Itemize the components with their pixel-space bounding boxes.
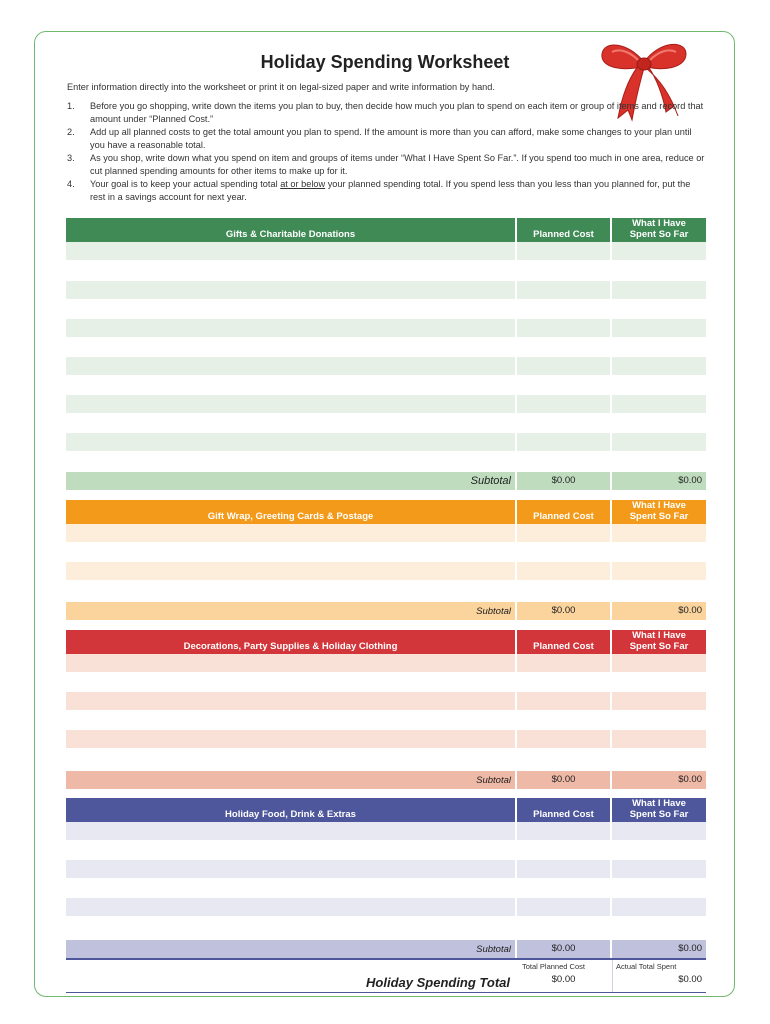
spent-so-far-input[interactable] — [612, 376, 706, 394]
instruction-step: 3. As you shop, write down what you spend on item and groups of items under “What I Have Spent So Far.”. If you spend too much in one area, reduce or cut planned spending amounts for other items to make up for it. — [67, 153, 705, 176]
planned-cost-input[interactable] — [517, 711, 610, 729]
item-input[interactable] — [66, 562, 515, 580]
section-4-header — [66, 798, 706, 822]
subtotal-label: Subtotal — [470, 475, 511, 487]
instruction-step: 2. Add up all planned costs to get the total amount you plan to spend. If the amount is more than you can afford, make some changes to your plan until you have a reasonable total. — [67, 127, 692, 150]
planned-cost-input[interactable] — [517, 414, 610, 432]
planned-cost-input[interactable] — [517, 860, 610, 878]
item-input[interactable] — [66, 357, 515, 375]
spent-so-far-input[interactable] — [612, 524, 706, 542]
table-row — [66, 562, 706, 580]
spending-total-row — [66, 960, 706, 992]
spent-so-far-input[interactable] — [612, 300, 706, 318]
spent-so-far-input[interactable] — [612, 338, 706, 356]
planned-cost-header: Planned Cost — [533, 229, 594, 240]
item-input[interactable] — [66, 898, 515, 916]
spent-so-far-input[interactable] — [612, 841, 706, 859]
spent-so-far-input[interactable] — [612, 357, 706, 375]
table-row — [66, 319, 706, 337]
planned-cost-input[interactable] — [517, 433, 610, 451]
subtotal-spent-value: $0.00 — [678, 475, 702, 486]
spent-so-far-input[interactable] — [612, 822, 706, 840]
item-input[interactable] — [66, 749, 515, 767]
subtotal-label: Subtotal — [476, 606, 511, 617]
item-input[interactable] — [66, 376, 515, 394]
spent-so-far-input[interactable] — [612, 581, 706, 599]
total-planned-value: $0.00 — [551, 974, 576, 985]
instruction-list — [67, 100, 707, 204]
item-input[interactable] — [66, 879, 515, 897]
planned-cost-input[interactable] — [517, 822, 610, 840]
item-input[interactable] — [66, 543, 515, 561]
section-1-subtotal-row — [66, 472, 706, 490]
table-row — [66, 543, 706, 561]
planned-cost-input[interactable] — [517, 395, 610, 413]
planned-cost-input[interactable] — [517, 357, 610, 375]
planned-cost-input[interactable] — [517, 898, 610, 916]
instruction-step: 1. Before you go shopping, write down the items you plan to buy, then decide how much you plan to spend on each item or group of items and record that amount under “Planned Cost.” — [67, 101, 704, 124]
item-input[interactable] — [66, 262, 515, 280]
table-row — [66, 395, 706, 413]
planned-cost-header: Planned Cost — [533, 809, 594, 820]
table-row — [66, 281, 706, 299]
spent-so-far-header: What I Have Spent So Far — [629, 798, 689, 820]
item-input[interactable] — [66, 281, 515, 299]
total-spent-value: $0.00 — [678, 974, 702, 985]
total-planned-caption: Total Planned Cost — [522, 962, 585, 971]
item-input[interactable] — [66, 319, 515, 337]
item-input[interactable] — [66, 860, 515, 878]
planned-cost-input[interactable] — [517, 879, 610, 897]
table-row — [66, 711, 706, 729]
table-row — [66, 433, 706, 451]
spent-so-far-input[interactable] — [612, 879, 706, 897]
table-row — [66, 357, 706, 375]
planned-cost-input[interactable] — [517, 543, 610, 561]
spent-so-far-input[interactable] — [612, 433, 706, 451]
spent-so-far-input[interactable] — [612, 281, 706, 299]
item-input[interactable] — [66, 654, 515, 672]
item-input[interactable] — [66, 524, 515, 542]
table-row — [66, 242, 706, 260]
planned-cost-input[interactable] — [517, 376, 610, 394]
planned-cost-input[interactable] — [517, 262, 610, 280]
spent-so-far-input[interactable] — [612, 414, 706, 432]
subtotal-spent-value: $0.00 — [678, 774, 702, 785]
section-4-subtotal-row — [66, 940, 706, 958]
spent-so-far-input[interactable] — [612, 860, 706, 878]
item-input[interactable] — [66, 581, 515, 599]
planned-cost-input[interactable] — [517, 917, 610, 935]
planned-cost-input[interactable] — [517, 524, 610, 542]
subtotal-planned-value: $0.00 — [551, 475, 576, 486]
item-input[interactable] — [66, 822, 515, 840]
table-row — [66, 692, 706, 710]
planned-cost-input[interactable] — [517, 452, 610, 470]
spent-so-far-input[interactable] — [612, 262, 706, 280]
section-title: Holiday Food, Drink & Extras — [225, 809, 356, 820]
item-input[interactable] — [66, 433, 515, 451]
item-input[interactable] — [66, 338, 515, 356]
planned-cost-input[interactable] — [517, 562, 610, 580]
spending-total-label: Holiday Spending Total — [366, 975, 510, 990]
planned-cost-input[interactable] — [517, 581, 610, 599]
table-row — [66, 452, 706, 470]
planned-cost-input[interactable] — [517, 281, 610, 299]
table-row — [66, 300, 706, 318]
spent-so-far-input[interactable] — [612, 711, 706, 729]
spent-so-far-input[interactable] — [612, 562, 706, 580]
subtotal-planned-value: $0.00 — [551, 943, 576, 954]
table-row — [66, 860, 706, 878]
spent-so-far-input[interactable] — [612, 654, 706, 672]
planned-cost-input[interactable] — [517, 654, 610, 672]
table-row — [66, 898, 706, 916]
table-row — [66, 673, 706, 691]
item-input[interactable] — [66, 692, 515, 710]
spent-so-far-input[interactable] — [612, 395, 706, 413]
spent-so-far-input[interactable] — [612, 749, 706, 767]
table-row — [66, 338, 706, 356]
section-title: Gift Wrap, Greeting Cards & Postage — [207, 511, 374, 522]
bottom-divider — [66, 992, 706, 993]
table-row — [66, 654, 706, 672]
instruction-step: 4. Your goal is to keep your actual spending total at or below your planned spending total. If you spend less than you less than you planned for, put the rest in a savings account for next year. — [67, 179, 691, 202]
section-3-subtotal-row — [66, 771, 706, 789]
subtotal-spent-value: $0.00 — [678, 943, 702, 954]
planned-cost-input[interactable] — [517, 242, 610, 260]
table-row — [66, 376, 706, 394]
spent-so-far-header: What I Have Spent So Far — [629, 218, 689, 240]
section-2-subtotal-row — [66, 602, 706, 620]
subtotal-label: Subtotal — [476, 944, 511, 955]
table-row — [66, 730, 706, 748]
total-spent-caption: Actual Total Spent — [616, 962, 677, 971]
item-input[interactable] — [66, 917, 515, 935]
planned-cost-input[interactable] — [517, 692, 610, 710]
spent-so-far-input[interactable] — [612, 452, 706, 470]
item-input[interactable] — [66, 711, 515, 729]
planned-cost-input[interactable] — [517, 749, 610, 767]
planned-cost-input[interactable] — [517, 841, 610, 859]
section-1-header — [66, 218, 706, 242]
section-title: Decorations, Party Supplies & Holiday Clothing — [183, 641, 398, 652]
subtotal-label: Subtotal — [476, 775, 511, 786]
spent-so-far-input[interactable] — [612, 692, 706, 710]
table-row — [66, 841, 706, 859]
item-input[interactable] — [66, 841, 515, 859]
table-row — [66, 749, 706, 767]
spent-so-far-input[interactable] — [612, 917, 706, 935]
table-row — [66, 917, 706, 935]
spent-so-far-input[interactable] — [612, 673, 706, 691]
spent-so-far-input[interactable] — [612, 319, 706, 337]
section-2-header — [66, 500, 706, 524]
table-row — [66, 822, 706, 840]
spent-so-far-header: What I Have Spent So Far — [629, 630, 689, 652]
item-input[interactable] — [66, 452, 515, 470]
spent-so-far-input[interactable] — [612, 730, 706, 748]
planned-cost-input[interactable] — [517, 300, 610, 318]
table-row — [66, 414, 706, 432]
planned-cost-header: Planned Cost — [533, 511, 594, 522]
subtotal-planned-value: $0.00 — [551, 605, 576, 616]
table-row — [66, 581, 706, 599]
table-row — [66, 879, 706, 897]
planned-cost-header: Planned Cost — [533, 641, 594, 652]
section-title: Gifts & Charitable Donations — [225, 229, 356, 240]
item-input[interactable] — [66, 730, 515, 748]
spent-so-far-header: What I Have Spent So Far — [629, 500, 689, 522]
planned-cost-input[interactable] — [517, 319, 610, 337]
page-title: Holiday Spending Worksheet — [260, 52, 510, 72]
item-input[interactable] — [66, 395, 515, 413]
planned-cost-input[interactable] — [517, 673, 610, 691]
table-row — [66, 524, 706, 542]
subtotal-spent-value: $0.00 — [678, 605, 702, 616]
item-input[interactable] — [66, 414, 515, 432]
table-row — [66, 262, 706, 280]
intro-text: Enter information directly into the worksheet or print it on legal-sized paper and write information by hand. — [67, 82, 495, 92]
spent-so-far-input[interactable] — [612, 543, 706, 561]
planned-cost-input[interactable] — [517, 730, 610, 748]
spent-so-far-input[interactable] — [612, 898, 706, 916]
section-3-header — [66, 630, 706, 654]
spent-so-far-input[interactable] — [612, 242, 706, 260]
item-input[interactable] — [66, 300, 515, 318]
subtotal-planned-value: $0.00 — [551, 774, 576, 785]
item-input[interactable] — [66, 242, 515, 260]
planned-cost-input[interactable] — [517, 338, 610, 356]
item-input[interactable] — [66, 673, 515, 691]
